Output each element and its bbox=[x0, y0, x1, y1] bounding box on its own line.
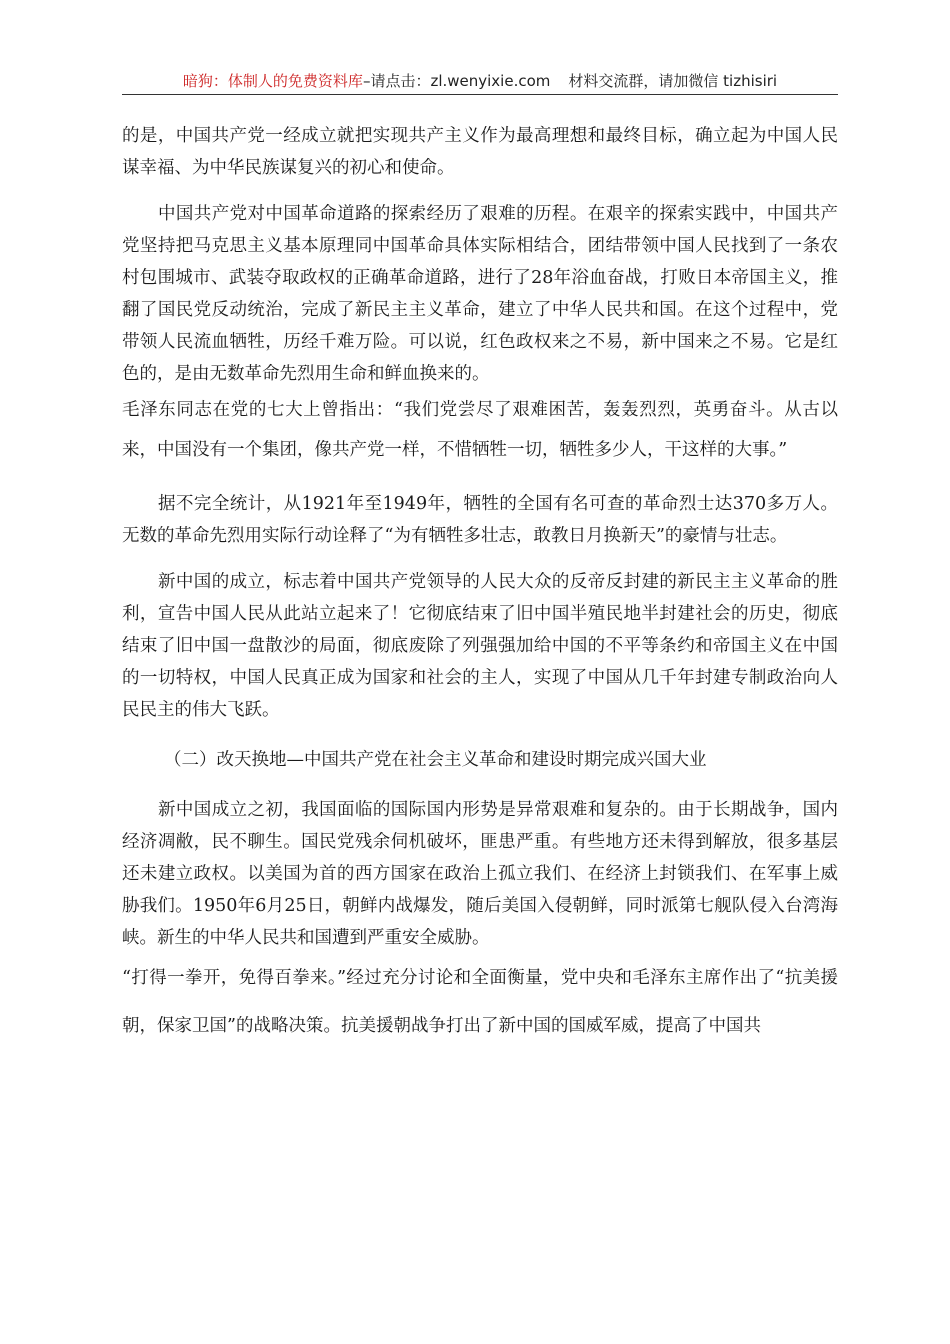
header-click-prompt: –请点击： bbox=[362, 72, 431, 90]
header-divider bbox=[122, 94, 838, 95]
paragraph-4: 据不完全统计，从1921年至1949年，牺牲的全国有名可查的革命烈士达370多万人。无数的革命先烈用实际行动诠释了“为有牺牲多壮志，敢教日月换新天”的豪情与壮志。 bbox=[122, 494, 838, 546]
paragraph-3: 毛泽东同志在党的七大上曾指出：“我们党尝尽了艰难困苦，轰轰烈烈，英勇奋斗。从古以来，中国没有一个集团，像共产党一样，不惜牺牲一切，牺牲多少人，干这样的大事。” bbox=[122, 400, 838, 460]
header-contact: 材料交流群，请加微信 tizhisiri bbox=[568, 72, 778, 90]
paragraph-5: 新中国的成立，标志着中国共产党领导的人民大众的反帝反封建的新民主主义革命的胜利，宣告中国人民从此站立起来了！它彻底结束了旧中国半殖民地半封建社会的历史，彻底结束了旧中国一盘散沙的局面，彻底废除了列强强加给中国的不平等条约和帝国主义在中国的一切特权，中国人民真正成为国家和社会的主人，实现了中国从几千年封建专制政治向人民民主的伟大飞跃。 bbox=[122, 572, 838, 720]
header-site-name: 暗狗：体制人的免费资料库 bbox=[182, 72, 363, 90]
section-heading: （二）改天换地—中国共产党在社会主义革命和建设时期完成兴国大业 bbox=[164, 750, 707, 770]
document-body bbox=[122, 120, 838, 1050]
paragraph-7: “打得一拳开，免得百拳来。”经过充分讨论和全面衡量，党中央和毛泽东主席作出了“抗美援朝，保家卫国”的战略决策。抗美援朝战争打出了新中国的国威军威，提高了中国共 bbox=[122, 968, 838, 1036]
page-header bbox=[122, 70, 838, 92]
paragraph-2: 中国共产党对中国革命道路的探索经历了艰难的历程。在艰辛的探索实践中，中国共产党坚持把马克思主义基本原理同中国革命具体实际相结合，团结带领中国人民找到了一条农村包围城市、武装夺取政权的正确革命道路，进行了28年浴血奋战，打败日本帝国主义，推翻了国民党反动统治，完成了新民主主义革命，建立了中华人民共和国。在这个过程中，党带领人民流血牺牲，历经千难万险。可以说，红色政权来之不易，新中国来之不易。它是红色的，是由无数革命先烈用生命和鲜血换来的。 bbox=[122, 204, 838, 384]
header-url-link[interactable]: zl.wenyixie.com bbox=[430, 72, 551, 90]
paragraph-6: 新中国成立之初，我国面临的国际国内形势是异常艰难和复杂的。由于长期战争，国内经济凋敝，民不聊生。国民党残余伺机破坏，匪患严重。有些地方还未得到解放，很多基层还未建立政权。以美国为首的西方国家在政治上孤立我们、在经济上封锁我们、在军事上威胁我们。1950年6月25日，朝鲜内战爆发，随后美国入侵朝鲜，同时派第七舰队侵入台湾海峡。新生的中华人民共和国遭到严重安全威胁。 bbox=[122, 800, 838, 948]
paragraph-1: 的是，中国共产党一经成立就把实现共产主义作为最高理想和最终目标，确立起为中国人民谋幸福、为中华民族谋复兴的初心和使命。 bbox=[122, 126, 838, 178]
